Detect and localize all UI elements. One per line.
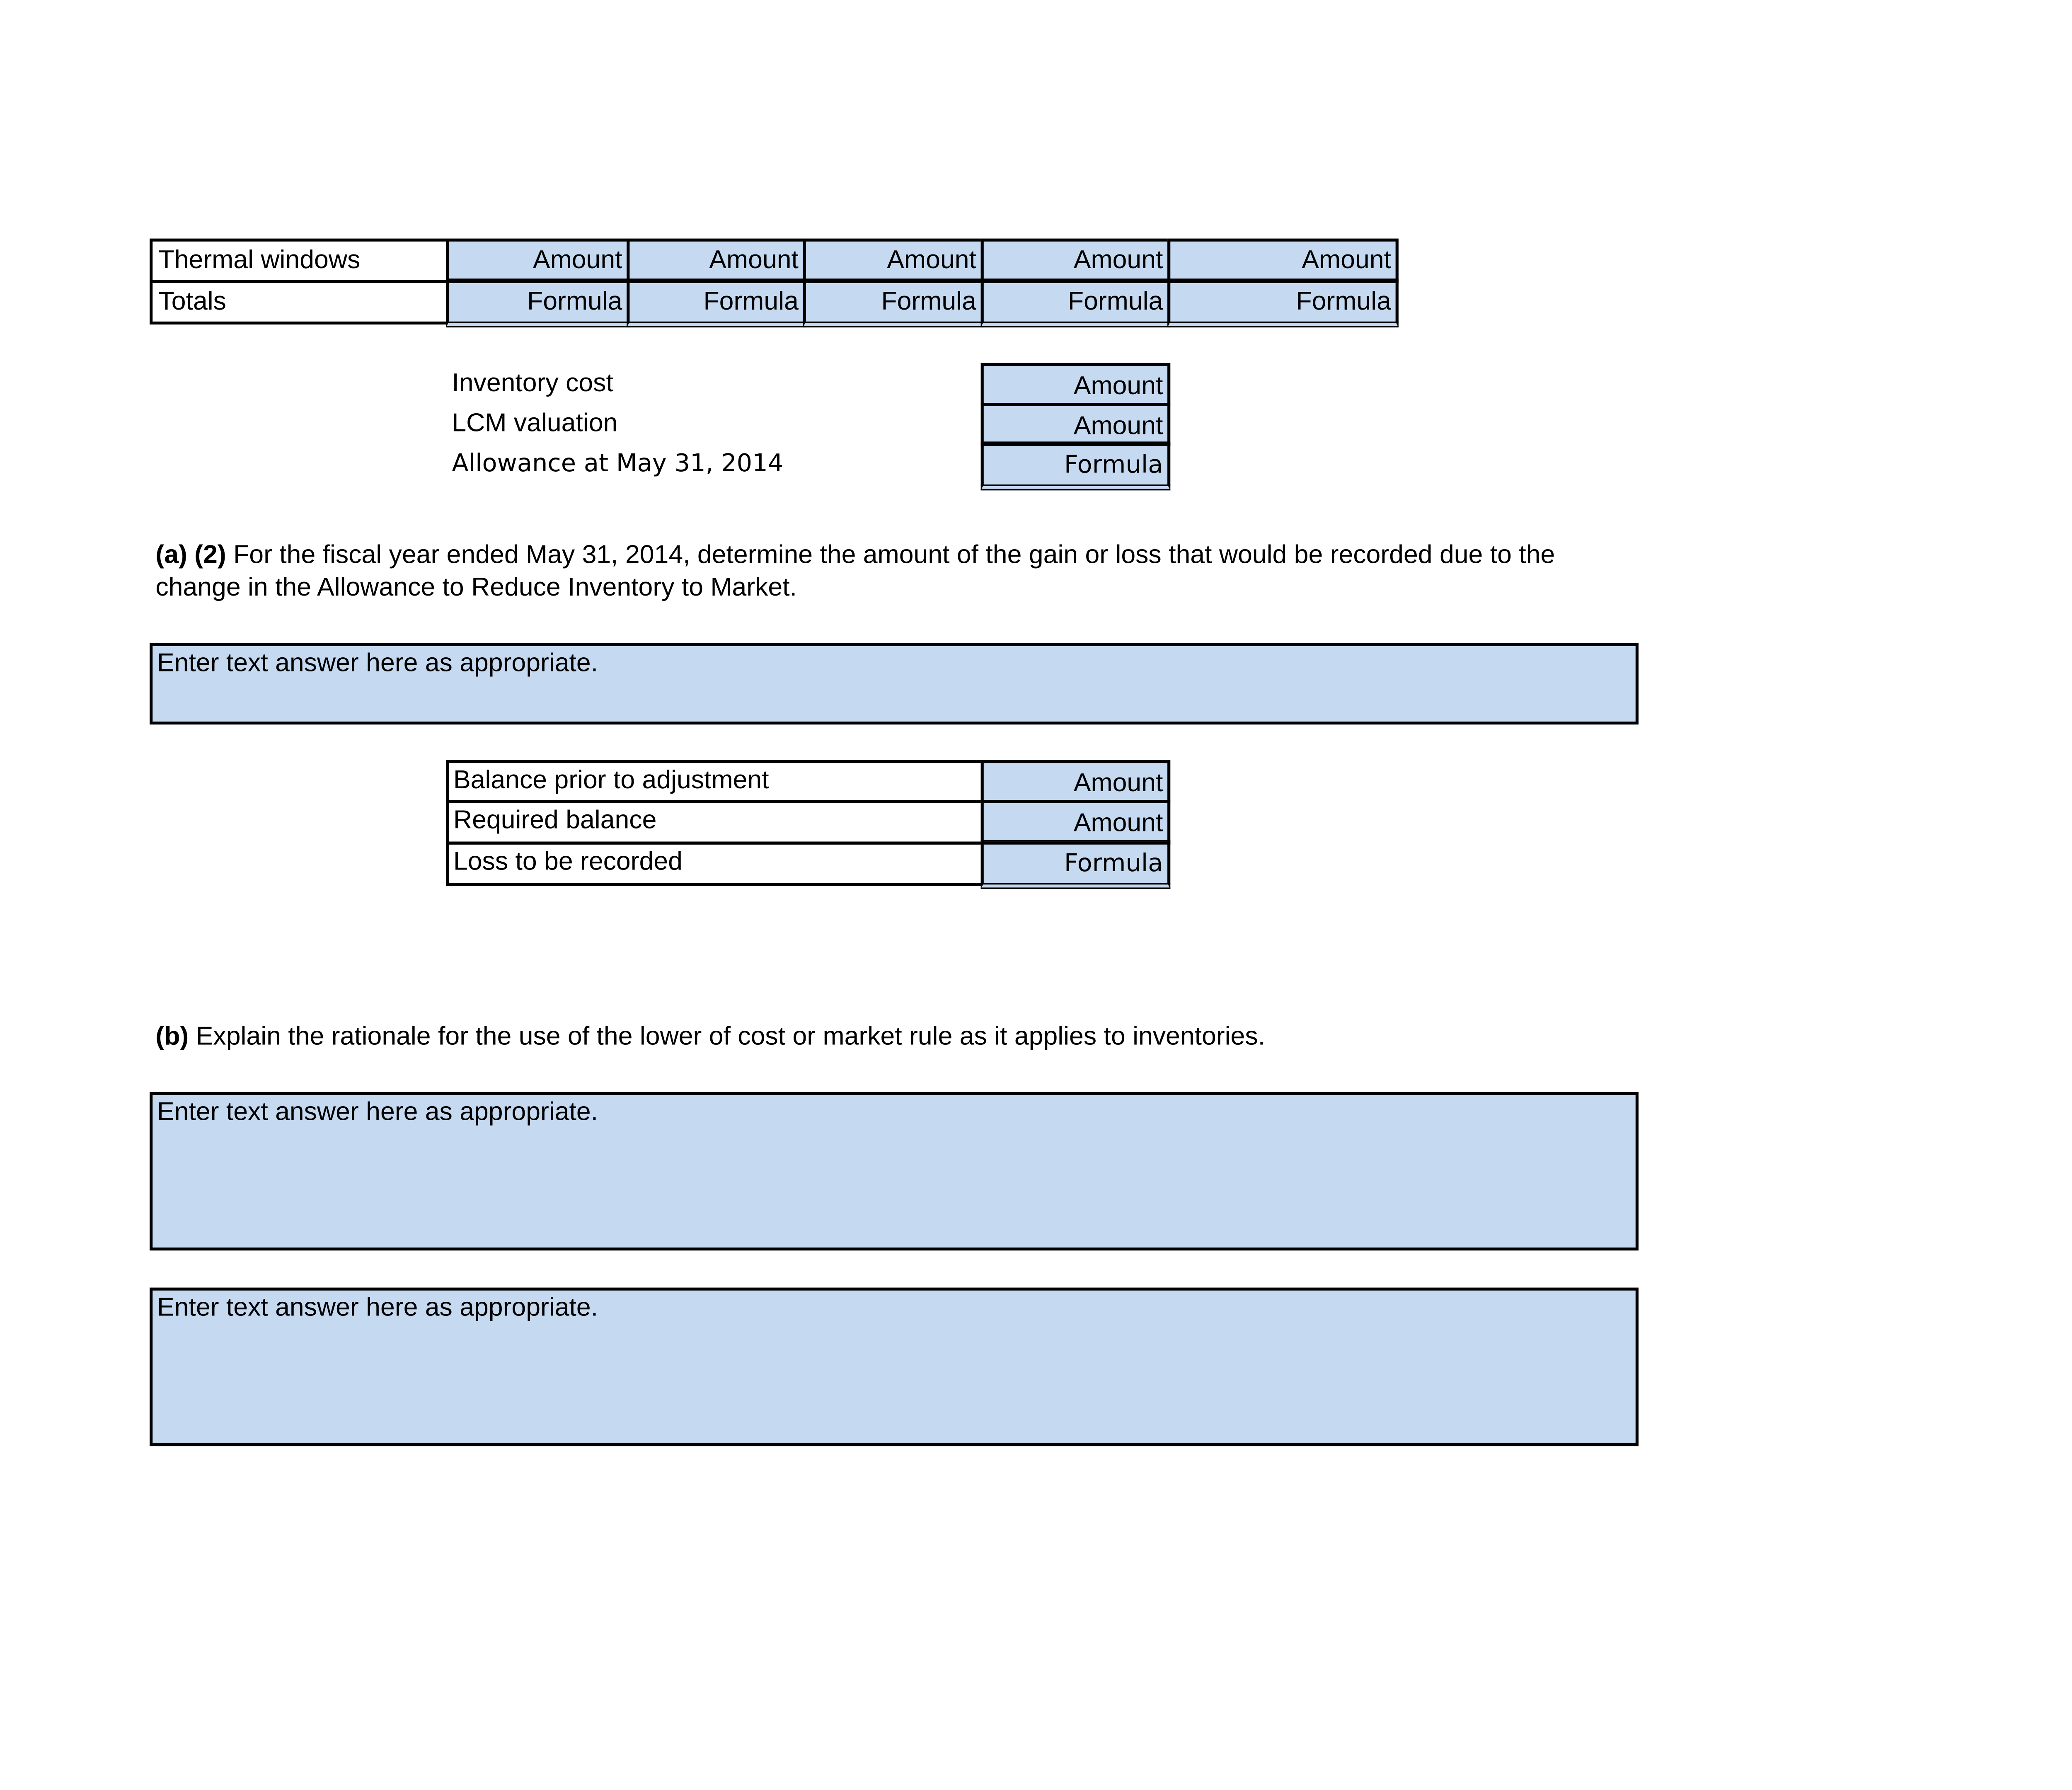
thermal-windows-amount-4[interactable]: Amount: [981, 239, 1171, 283]
inventory-cost-amount[interactable]: Amount: [981, 363, 1171, 406]
required-balance-amount[interactable]: Amount: [981, 800, 1171, 845]
answer-box-b-2[interactable]: [150, 1288, 1639, 1446]
lcm-valuation-amount[interactable]: Amount: [981, 403, 1171, 446]
totals-formula-4[interactable]: Formula: [981, 280, 1171, 327]
label-lcm-valuation: LCM valuation: [452, 407, 618, 437]
question-b-prefix: (b): [155, 1021, 189, 1051]
answer-box-b-1[interactable]: [150, 1092, 1639, 1251]
totals-formula-5[interactable]: Formula: [1167, 280, 1399, 327]
row-label-totals: Totals: [150, 280, 449, 325]
label-inventory-cost: Inventory cost: [452, 367, 613, 397]
totals-formula-1[interactable]: Formula: [446, 280, 629, 327]
allowance-formula[interactable]: Formula: [981, 443, 1171, 490]
row-label-thermal-windows: Thermal windows: [150, 239, 449, 283]
thermal-windows-amount-5[interactable]: Amount: [1167, 239, 1399, 283]
loss-formula[interactable]: Formula: [981, 842, 1171, 889]
answer-box-a2[interactable]: [150, 643, 1639, 725]
thermal-windows-amount-2[interactable]: Amount: [627, 239, 806, 283]
label-loss-recorded: Loss to be recorded: [446, 842, 984, 886]
thermal-windows-amount-1[interactable]: Amount: [446, 239, 629, 283]
answer-b1-placeholder: Enter text answer here as appropriate.: [157, 1096, 598, 1126]
totals-formula-3[interactable]: Formula: [803, 280, 984, 327]
answer-a2-placeholder: Enter text answer here as appropriate.: [157, 647, 598, 677]
label-allowance-may-31: Allowance at May 31, 2014: [452, 449, 784, 477]
balance-prior-amount[interactable]: Amount: [981, 760, 1171, 803]
question-a2-line2: change in the Allowance to Reduce Inventory to Market.: [155, 572, 797, 602]
question-a2-line1: For the fiscal year ended May 31, 2014, determine the amount of the gain or loss that would be recorded due to the: [226, 539, 1555, 569]
answer-b2-placeholder: Enter text answer here as appropriate.: [157, 1292, 598, 1322]
question-b-text: Explain the rationale for the use of the lower of cost or market rule as it applies to inventories.: [189, 1021, 1266, 1051]
label-balance-prior: Balance prior to adjustment: [446, 760, 984, 803]
question-a2: [155, 538, 1667, 603]
question-b: [155, 1020, 1265, 1052]
totals-formula-2[interactable]: Formula: [627, 280, 806, 327]
question-a2-prefix: (a) (2): [155, 539, 226, 569]
thermal-windows-amount-3[interactable]: Amount: [803, 239, 984, 283]
label-required-balance: Required balance: [446, 800, 984, 845]
